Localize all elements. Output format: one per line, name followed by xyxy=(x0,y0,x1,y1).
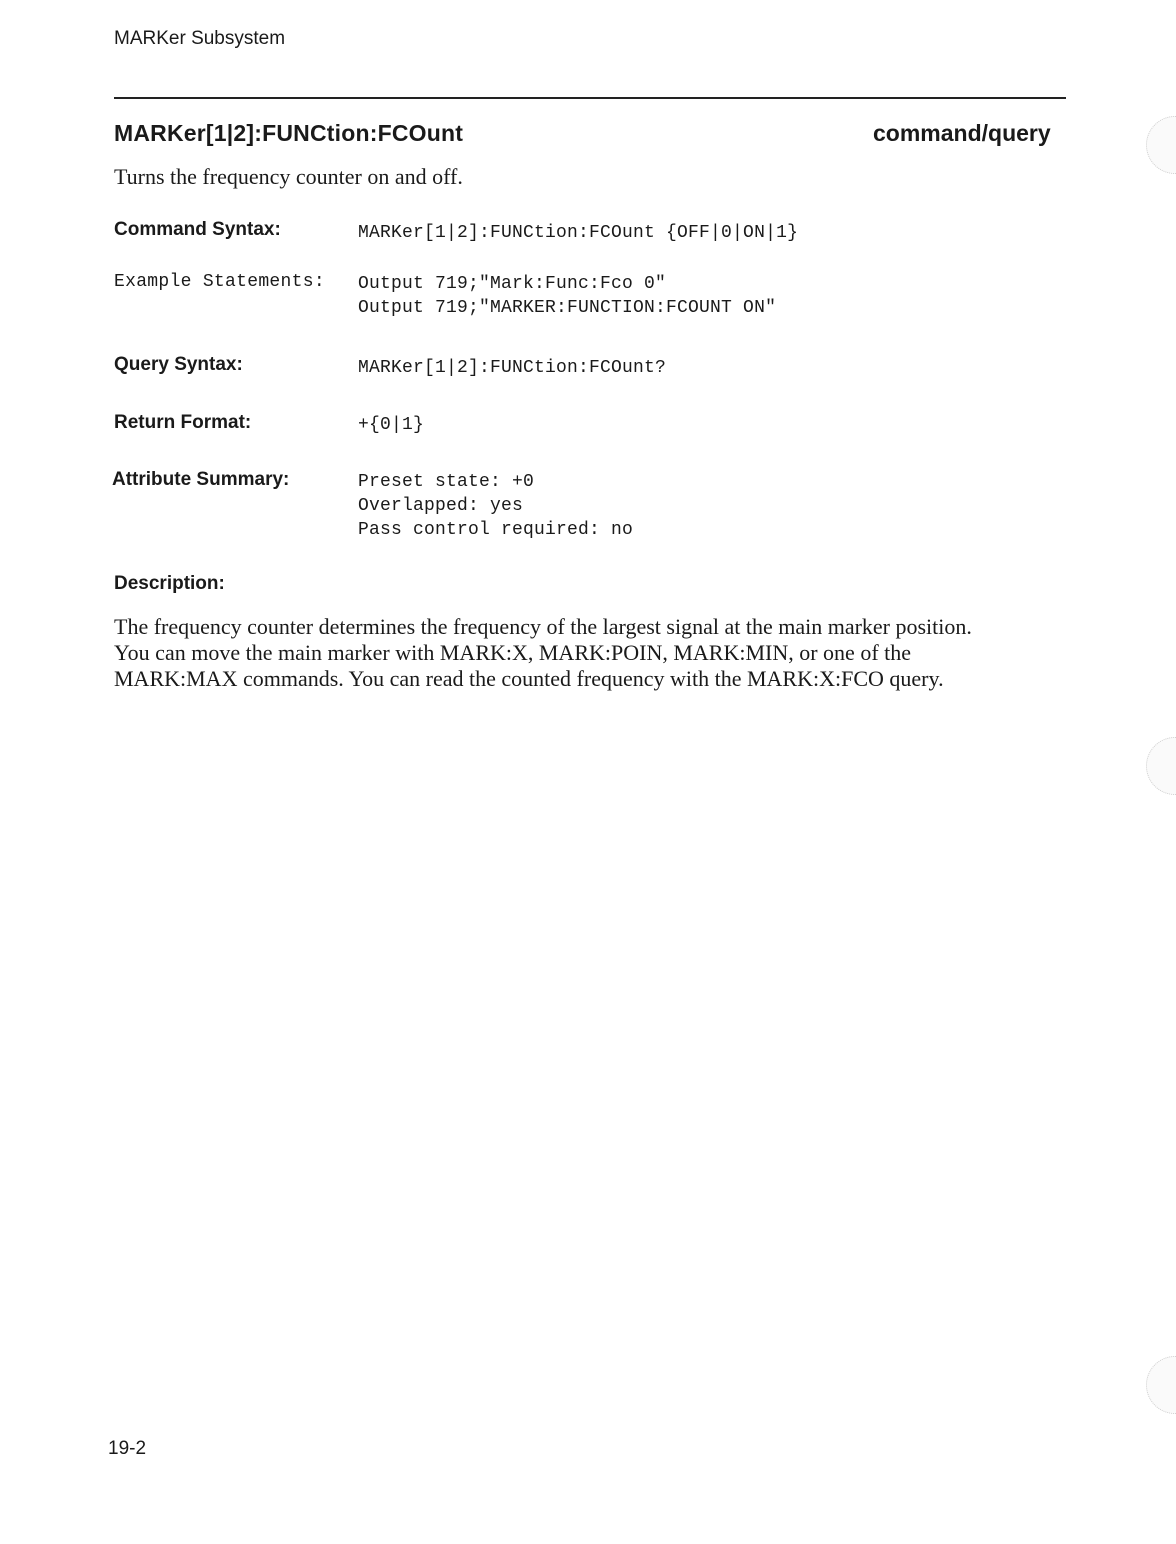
attribute-line: Preset state: +0 xyxy=(358,472,535,492)
command-syntax-line: MARKer[1|2]:FUNCtion:FCOunt {OFF|0|ON|1} xyxy=(358,223,799,243)
description-body xyxy=(114,614,1054,692)
description-line: MARK:MAX commands. You can read the counted frequency with the MARK:X:FCO query. xyxy=(114,666,944,691)
attribute-summary-label: Attribute Summary: xyxy=(112,469,290,490)
query-syntax-line: MARKer[1|2]:FUNCtion:FCOunt? xyxy=(358,358,667,378)
return-format-line: +{0|1} xyxy=(358,415,425,435)
attribute-line: Pass control required: no xyxy=(358,520,634,540)
command-syntax-value xyxy=(358,221,798,245)
query-syntax-label: Query Syntax: xyxy=(114,354,243,375)
return-format-value xyxy=(358,413,424,437)
example-statements-value xyxy=(358,272,776,320)
command-title: MARKer[1|2]:FUNCtion:FCOunt xyxy=(114,120,464,146)
punch-hole xyxy=(1146,1356,1176,1414)
page-number: 19-2 xyxy=(108,1438,147,1459)
attribute-summary-value xyxy=(358,470,633,542)
description-heading: Description: xyxy=(114,573,225,594)
command-syntax-label: Command Syntax: xyxy=(114,219,281,240)
example-statements-label: Example Statements: xyxy=(114,272,325,292)
command-summary: Turns the frequency counter on and off. xyxy=(114,164,463,189)
query-syntax-value xyxy=(358,356,666,380)
punch-hole xyxy=(1146,737,1176,795)
return-format-label: Return Format: xyxy=(114,412,252,433)
example-line: Output 719;"MARKER:FUNCTION:FCOUNT ON" xyxy=(358,298,777,318)
attribute-line: Overlapped: yes xyxy=(358,496,524,516)
header-rule xyxy=(114,97,1066,99)
description-line: You can move the main marker with MARK:X, MARK:POIN, MARK:MIN, or one of the xyxy=(114,640,912,665)
running-header: MARKer Subsystem xyxy=(114,28,286,49)
command-type: command/query xyxy=(873,120,1051,146)
description-line: The frequency counter determines the frequency of the largest signal at the main marker position. xyxy=(114,614,972,639)
example-line: Output 719;"Mark:Func:Fco 0" xyxy=(358,274,667,294)
punch-hole xyxy=(1146,116,1176,174)
